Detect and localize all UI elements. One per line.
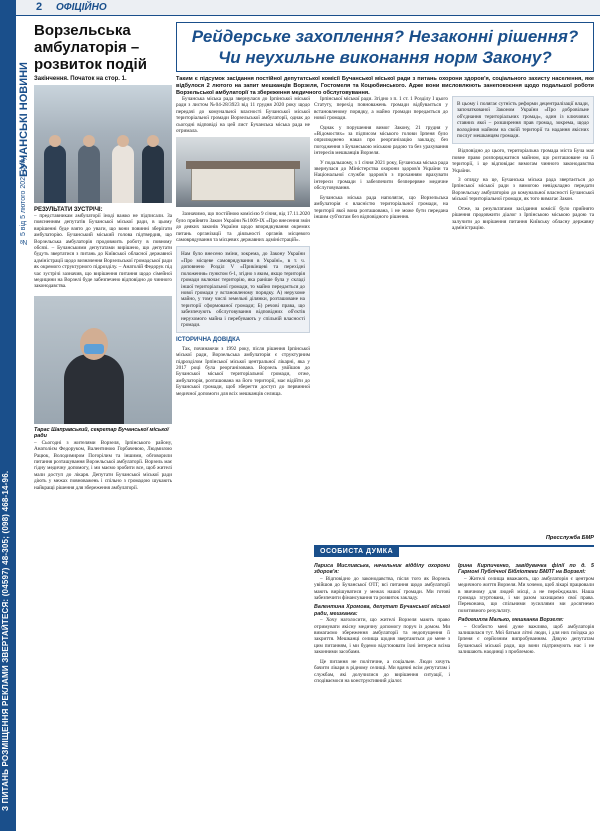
article-paragraph: Бучанська міська рада наполягає, що Ворзельська амбулаторія є власністю територіальної громади, на території якої вона розташована, і не може бути передана іншим суб'єктам без відповідного рішення.: [314, 194, 448, 220]
issue-info: № 5 від 5 лютого 2021 року: [20, 156, 27, 245]
article-paragraph: Відповідно до цього, територіальна громада міста Буча має повне право розпоряджатися майном, що розташоване на її території, і це відповідає вимогам чинного законодавства України.: [452, 148, 594, 174]
opinion-text: – Особисто мені дуже важливо, щоб амбулаторія залишилася тут. Мої батьки літні люди, і для них поїздка до Ірпеня є серйозним випробуванням. Дякую депутатам Бучанської міської ради, що вони підтримують нас і не залишають наодинці з проблемою.: [458, 623, 594, 656]
person-figure: [142, 145, 164, 203]
advertising-contact-text: З ПИТАНЬ РОЗМІЩЕННЯ РЕКЛАМИ ЗВЕРТАЙТЕСЯ: (04597) 48-305; (098) 468-14-96.: [1, 470, 10, 811]
page-header: [16, 0, 600, 16]
main-headline: Рейдерське захоплення? Незаконні рішення? Чи неухильне виконання норм Закону?: [191, 27, 579, 67]
opinion-text: – Хочу наголосити, що жителі Ворзеля мають право отримувати якісну медичну допомогу поруч із домом. Ми вимагаємо збереження амбулаторії та недопущення її закриття. Мешканці селища щодня звертаються до мене з цим питанням, і ми будемо відстоювати їхні інтереси всіма законними засобами.: [314, 617, 450, 656]
page-number: 2: [36, 1, 43, 13]
article-paragraph: Однак у порушення вимог Закону, 21 грудня у «Відомостях» за підписом міського голови Ірпеня було оприлюднено наказ про реорганізацію закладу, без погодження з Бучанською міською радою та без урахування інтересів мешканців Ворзеля.: [314, 124, 448, 157]
article-paragraph: Ірпінської міської ради. Згідно з п. 1 ст. 1 Розділу I цього Статуту, перехід повноважень громади відбувається у встановленому порядку, а майно громади передається до нової громади.: [314, 96, 448, 122]
article-paragraph: З огляду на це, Бучанська міська рада звертається до Ірпінської міської ради з вимогою невідкладно передати Ворзельську амбулаторію до комунальної власності Бучанської міської територіальної громади, як того вимагає Закон.: [452, 177, 594, 203]
article-paragraph: Зазначимо, що постійною комісією 9 січня, від 17.11.2020 було прийнято Закон України №1009-IX «Про внесення змін до деяких законів України щодо впорядкування окремих питань організації та діяльності органів місцевого самоврядування та місцевих державних адміністрацій».: [176, 211, 310, 244]
reform-info-box: В цьому і полягає сутність реформи децентралізації влади, започаткованої Законом України «Про добровільне об'єднання територіальних громад», один із ключових ставних якої – розширення прав громад, зокрема, щодо володіння майном на своїй території та надання якісних послуг мешканцям громади.: [452, 96, 594, 144]
opinion-section: [314, 545, 594, 827]
person-head: [49, 135, 61, 147]
opinion-column-1: [314, 561, 450, 827]
results-text: – представникам амбулаторії іноді важко не підписали. За поясненням депутатів Бучанської міської ради, в цьому вирішенні буде взято до уваги, що вони повинні зберігати амбулаторію. Бучанський міський голова підтвердив, що Ворзельська амбулаторія продовжить роботу в повному обсязі. – Бучанськими депутатами вирішено, що депутати будуть звертатися з питань до Київської обласної державної адміністрації щодо визначення Ворзельської громадської ради як окремого структурного підрозділу. – Анатолій Федорук під час зустрічі зазначив, що вирішення питання щодо сімейної медицини на Ворзелі буде забезпечено відповідно до чинного законодавства.: [34, 213, 172, 290]
meeting-photo: [34, 85, 172, 203]
opinion-author: Лариса Мисливська, начальник відділу охорони здоров'я:: [314, 563, 450, 576]
opinion-author: Ірина Кирпиченко, завідувачка філії по д. 5 Гармоні Публічної Бібліотеки БМЛТ на Ворзелі:: [458, 563, 594, 576]
left-column: [34, 18, 172, 826]
person-head: [83, 135, 95, 147]
left-headline: Ворзельська амбулаторія – розвиток подій: [34, 22, 147, 73]
face-mask: [84, 344, 104, 354]
history-text: Так, починаючи з 1992 року, після рішення Ірпінської міської ради, Ворзельська амбулаторія є структурним підрозділом Ірпінської міської центральної лікарні, яка у 2017 році була реорганізована. Ворзель увійшов до Бучанської міської територіальної громади, отже, амбулаторія, розташована на його території, має відійти до Бучанської громади, щоб зберегти доступ до первинної медичної допомоги для всіх мешканців селища.: [176, 345, 310, 397]
building-photo: [176, 137, 310, 207]
portrait-caption-name: Тарас Шаправський, секретар Бучанської міської ради: [34, 426, 169, 440]
article-paragraph: Бучанська міська рада звернулася до Ірпінської міської ради з листом №04-28/3923 від 11 грудня 2020 року щодо передачі до комунальної власності Бучанської міської територіальної громади Ворзельської амбулаторії, однак до сьогодні відповіді на цей лист Бучанська міська рада не отримала.: [176, 96, 310, 135]
opinion-author: Радомилла Малько, мешканка Ворзеля:: [458, 617, 564, 624]
article-paragraph: У подальшому, з 1 січня 2021 року, Бучанська міська рада звернулася до Міністерства охорони здоров'я України та Національної служби здоров'я з проханням врахувати інтереси громади і забезпечити безперервне медичне обслуговування.: [314, 159, 448, 192]
roof-shape: [186, 161, 300, 169]
opinion-text: – Жителі селища вважають, що амбулаторія є центром медичного життя Ворзеля. Ми хочемо, щоб лікарі працювали в звичному для людей місці, а не переїжджали. Наша громада згуртована, і ми разом захищаємо свої права. Переконана, що спільними зусиллями ми досягнемо позитивного результату.: [458, 575, 594, 614]
person-figure: [112, 145, 134, 203]
person-figure: [64, 354, 124, 424]
main-headline-box: [176, 22, 594, 72]
person-figure: [44, 145, 66, 203]
portrait-caption-text: – Сьогодні з жителями Ворзеля, Ірпінського району, Анатолієм Федоруком, Валентиною Горбачевою, Людмилою Рацюк, Володимиром Погорілим та іншими, обговорили питання розташування Ворзельської амбулаторії. Ворзель має гідну медичну допомогу, і ми маємо зробити все, щоб жителі мали доступ до лікаря. Депутати Бучанської міської ради діють у межах повноважень і спільно з громадою шукають найкращі рішення для збереження амбулаторії.: [34, 439, 172, 491]
portrait-photo: [34, 296, 172, 424]
person-figure: [78, 145, 100, 203]
person-head: [117, 135, 129, 147]
opinion-author: Валентина Хромова, депутат Бучанської міської ради, мешканка:: [314, 604, 450, 617]
press-service-signature: Пресслужба БМР: [545, 535, 594, 541]
advertising-side-strip: [0, 0, 16, 831]
article-column-3: [452, 96, 594, 541]
person-head: [147, 135, 159, 147]
history-title: ІСТОРИЧНА ДОВІДКА: [176, 337, 241, 344]
article-column-2: [314, 96, 448, 541]
building-shape: [191, 167, 295, 201]
law-info-box: Нам було внесено зміни, зокрема, до Закону України «Про місцеве самоврядування в Україні», в т. ч. доповнено Розділ V «Прикінцеві та перехідні положення» пунктом 6-1, згідно з яким, якщо територія громади включає територію, яка раніше була у складі іншої територіальної громади, то майно передається до нової громади у встановленому порядку. А) нерухоме майно, у тому числі земельні ділянки, розташоване на території сформованої громади; Б) речові права, що забезпечують обслуговування відповідних об'єктів нерухомого майна і перебувають у спільній власності громади.: [176, 246, 310, 333]
opinion-text: Це питання не політичне, а соціальне. Люди хочуть бачити лікаря в рідному селищі. Ми вдячні всім депутатам і службам, які долучилися до вирішення ситуації, і сподіваємося на конструктивний діалог.: [314, 658, 450, 684]
masthead: [18, 20, 30, 790]
section-label: ОФІЦІЙНО: [56, 2, 107, 13]
opinion-column-2: [458, 561, 594, 827]
article-paragraph: Отже, за результатами засідання комісії було прийнято рішення продовжити діалог з Ірпінською міською радою та залучити до вирішення питання Київську обласну державну адміністрацію.: [452, 205, 594, 231]
opinion-text: – Відповідно до законодавства, після того як Ворзель увійшов до Бучанської ОТГ, всі питання щодо амбулаторії мають вирішуватися у межах нашої громади. Ми готові забезпечити фінансування та розвиток закладу.: [314, 575, 450, 602]
results-title: РЕЗУЛЬТАТИ ЗУСТРІЧІ:: [34, 207, 103, 213]
article-lead: Таким є підсумок засідання постійної депутатської комісії Бучанської міської ради з питань охорони здоров'я, соціального захисту населення, яке відбулося 2 лютого на запит мешканців Ворзеля, Гостомеля та Коцюбинського. Адже вони висловлюють занепокоєння щодо подальшої роботи Ворзельської амбулаторії та збереження медичного обслуговування.: [176, 76, 594, 96]
opinion-title: ОСОБИСТА ДУМКА: [314, 546, 399, 557]
article-column-1: [176, 96, 310, 826]
continuation-note: Закінчення. Початок на стор. 1.: [34, 76, 127, 82]
newspaper-name: БУЧАНСЬКІ НОВИНИ: [18, 62, 30, 178]
